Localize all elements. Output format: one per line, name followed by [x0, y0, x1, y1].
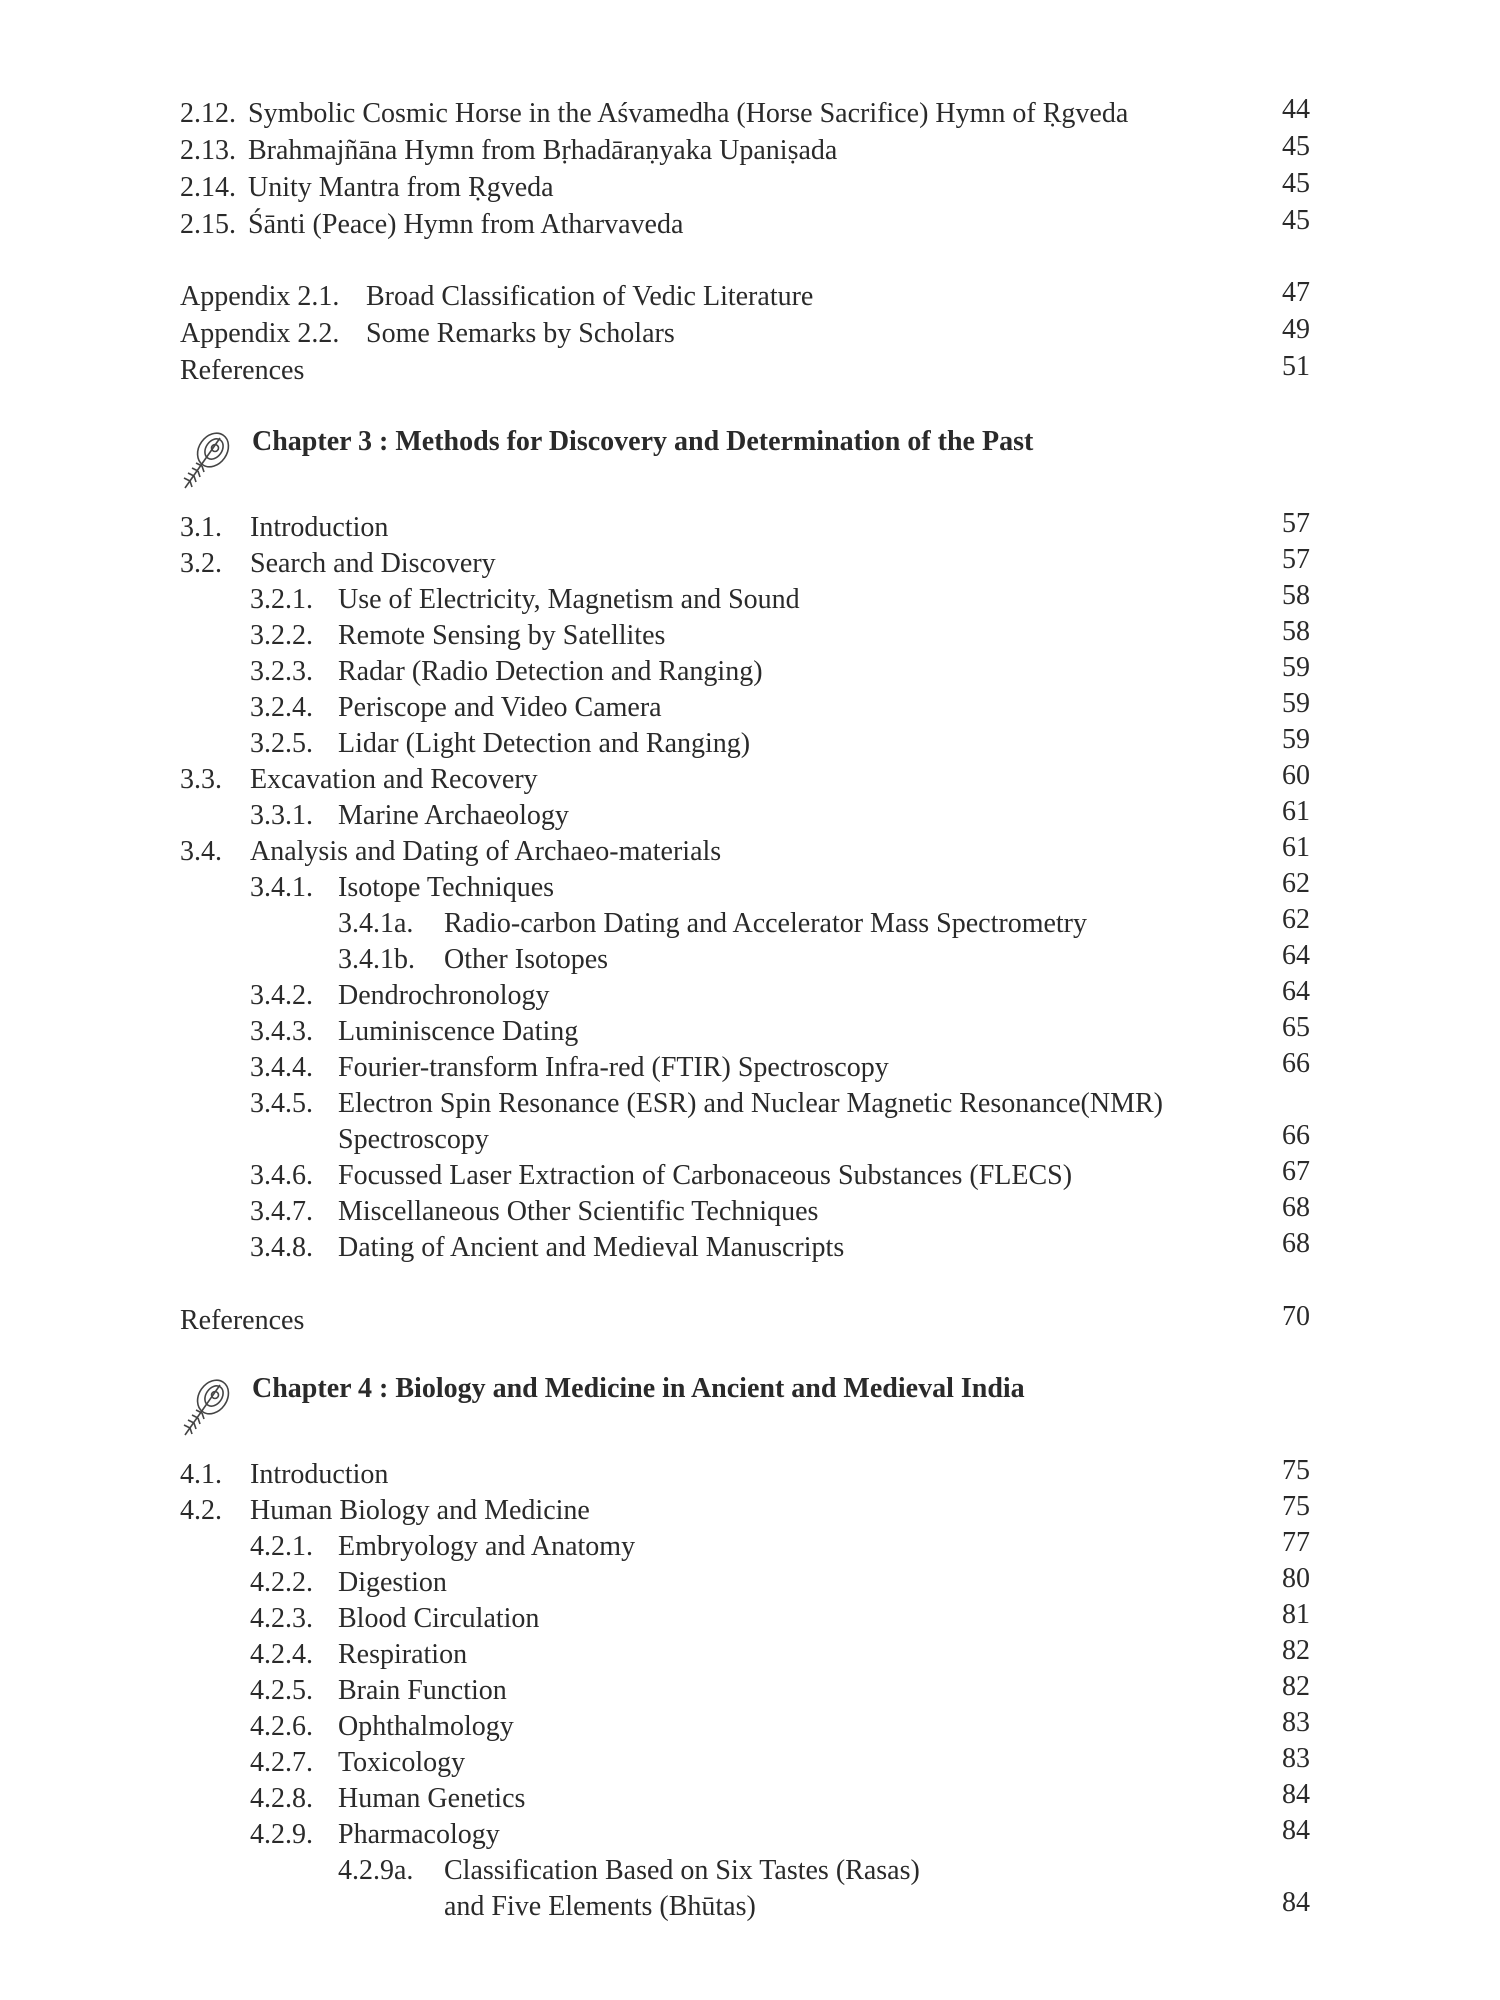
entry-title: Lidar (Light Detection and Ranging) — [338, 728, 751, 759]
entry-title: Human Genetics — [338, 1783, 526, 1814]
toc-entry — [180, 96, 1310, 132]
feather-icon — [180, 1375, 236, 1439]
entry-number: 4.2.3. — [250, 1603, 313, 1634]
entry-page: 60 — [1282, 760, 1310, 791]
entry-title: Radio-carbon Dating and Accelerator Mass Spectrometry — [444, 908, 1088, 939]
entry-number: 3.4.6. — [250, 1160, 313, 1191]
entry-number: 3.2.2. — [250, 620, 313, 651]
entry-page: 70 — [1282, 1301, 1310, 1332]
entry-page: 75 — [1282, 1455, 1310, 1486]
toc-entry — [180, 1086, 1310, 1122]
entry-number: 4.1. — [180, 1459, 222, 1490]
toc-entry — [180, 1781, 1310, 1817]
entry-page: 75 — [1282, 1491, 1310, 1522]
entry-title: Introduction — [250, 512, 389, 543]
entry-number: 3.4.2. — [250, 980, 313, 1011]
entry-title: Respiration — [338, 1639, 468, 1670]
entry-title: Brahmajñāna Hymn from Bṛhadāraṇyaka Upaniṣada — [248, 135, 838, 166]
toc-entry — [180, 546, 1310, 582]
entry-title: Radar (Radio Detection and Ranging) — [338, 656, 763, 687]
entry-number: 2.12. — [180, 98, 236, 129]
entry-page: 64 — [1282, 976, 1310, 1007]
entry-title: Other Isotopes — [444, 944, 609, 975]
entry-number: 3.4.5. — [250, 1088, 313, 1119]
entry-page: 51 — [1282, 351, 1310, 382]
toc-entry — [180, 1529, 1310, 1565]
toc-entry — [180, 1158, 1310, 1194]
entry-number: 2.13. — [180, 135, 236, 166]
entry-number: 3.4.1. — [250, 872, 313, 903]
toc-entry — [180, 1673, 1310, 1709]
toc-entry — [180, 726, 1310, 762]
toc-entry — [180, 1050, 1310, 1086]
toc-entry — [180, 1637, 1310, 1673]
toc-entry — [180, 1853, 1310, 1889]
entry-number: 3.4.7. — [250, 1196, 313, 1227]
entry-number: 3.3.1. — [250, 800, 313, 831]
entry-page: 66 — [1282, 1120, 1310, 1151]
entry-number: 4.2.9. — [250, 1819, 313, 1850]
entry-title: Analysis and Dating of Archaeo-materials — [250, 836, 722, 867]
entry-page: 47 — [1282, 277, 1310, 308]
entry-title: Electron Spin Resonance (ESR) and Nuclear Magnetic Resonance(NMR) — [338, 1088, 1163, 1119]
toc-entry — [180, 834, 1310, 870]
entry-title: Dating of Ancient and Medieval Manuscripts — [338, 1232, 845, 1263]
entry-title: Digestion — [338, 1567, 447, 1598]
entry-page: 57 — [1282, 508, 1310, 539]
toc-entry — [180, 762, 1310, 798]
entry-title: Symbolic Cosmic Horse in the Aśvamedha (Horse Sacrifice) Hymn of Ṛgveda — [248, 98, 1129, 129]
toc-entry — [180, 1709, 1310, 1745]
entry-page: 84 — [1282, 1779, 1310, 1810]
entry-page: 82 — [1282, 1671, 1310, 1702]
entry-number: 3.3. — [180, 764, 222, 795]
toc-entry — [180, 618, 1310, 654]
entry-number: 4.2. — [180, 1495, 222, 1526]
toc-entry — [180, 906, 1310, 942]
entry-title: Focussed Laser Extraction of Carbonaceous Substances (FLECS) — [338, 1160, 1073, 1191]
entry-number: 3.1. — [180, 512, 222, 543]
toc-entry — [180, 654, 1310, 690]
entry-title: Isotope Techniques — [338, 872, 555, 903]
toc-entry — [180, 1493, 1310, 1529]
toc-entry — [180, 798, 1310, 834]
toc-entry — [180, 690, 1310, 726]
entry-number: 4.2.1. — [250, 1531, 313, 1562]
entry-title: Brain Function — [338, 1675, 507, 1706]
toc-entry — [180, 1014, 1310, 1050]
toc-entry-continuation — [180, 1889, 1310, 1925]
references-entry — [180, 353, 1310, 389]
entry-number: 4.2.2. — [250, 1567, 313, 1598]
entry-page: 66 — [1282, 1048, 1310, 1079]
entry-number: 3.4.8. — [250, 1232, 313, 1263]
entry-page: 49 — [1282, 314, 1310, 345]
entry-number: 3.2.5. — [250, 728, 313, 759]
appendix-entry — [180, 316, 1310, 352]
entry-title-line2: Spectroscopy — [338, 1124, 489, 1155]
entry-title: Pharmacology — [338, 1819, 500, 1850]
chapter-3-heading — [180, 428, 1310, 498]
entry-title: Some Remarks by Scholars — [366, 318, 675, 349]
toc-entry — [180, 170, 1310, 206]
entry-title: Luminiscence Dating — [338, 1016, 579, 1047]
chapter-title: Chapter 3 : Methods for Discovery and Determination of the Past — [252, 426, 1034, 457]
entry-number: Appendix 2.2. — [180, 318, 340, 349]
entry-number: 2.15. — [180, 209, 236, 240]
toc-entry — [180, 1457, 1310, 1493]
entry-title: Search and Discovery — [250, 548, 496, 579]
entry-title: Excavation and Recovery — [250, 764, 538, 795]
entry-number: 3.4.1a. — [338, 908, 414, 939]
entry-title: Marine Archaeology — [338, 800, 569, 831]
entry-page: 45 — [1282, 205, 1310, 236]
toc-entry — [180, 207, 1310, 243]
entry-number: 4.2.9a. — [338, 1855, 414, 1886]
entry-page: 83 — [1282, 1743, 1310, 1774]
entry-page: 68 — [1282, 1228, 1310, 1259]
entry-title: Classification Based on Six Tastes (Rasas) — [444, 1855, 920, 1886]
entry-page: 81 — [1282, 1599, 1310, 1630]
entry-number: 4.2.7. — [250, 1747, 313, 1778]
entry-number: 3.4.4. — [250, 1052, 313, 1083]
entry-title: Blood Circulation — [338, 1603, 540, 1634]
entry-page: 58 — [1282, 580, 1310, 611]
toc-entry — [180, 1230, 1310, 1266]
toc-entry — [180, 510, 1310, 546]
entry-page: 67 — [1282, 1156, 1310, 1187]
entry-page: 62 — [1282, 904, 1310, 935]
entry-number: 3.4.1b. — [338, 944, 415, 975]
entry-title: References — [180, 1305, 305, 1336]
entry-page: 58 — [1282, 616, 1310, 647]
entry-number: 4.2.6. — [250, 1711, 313, 1742]
entry-page: 45 — [1282, 131, 1310, 162]
entry-number: 2.14. — [180, 172, 236, 203]
toc-entry — [180, 1601, 1310, 1637]
entry-page: 45 — [1282, 168, 1310, 199]
appendix-entry — [180, 279, 1310, 315]
entry-page: 59 — [1282, 652, 1310, 683]
entry-title: References — [180, 355, 305, 386]
entry-title: Ophthalmology — [338, 1711, 514, 1742]
entry-page: 44 — [1282, 94, 1310, 125]
entry-number: 3.2.4. — [250, 692, 313, 723]
toc-entry — [180, 1565, 1310, 1601]
entry-title: Use of Electricity, Magnetism and Sound — [338, 584, 800, 615]
entry-page: 77 — [1282, 1527, 1310, 1558]
entry-title: Human Biology and Medicine — [250, 1495, 590, 1526]
entry-page: 64 — [1282, 940, 1310, 971]
entry-page: 68 — [1282, 1192, 1310, 1223]
entry-number: 4.2.5. — [250, 1675, 313, 1706]
entry-page: 82 — [1282, 1635, 1310, 1666]
entry-page: 61 — [1282, 832, 1310, 863]
entry-page: 62 — [1282, 868, 1310, 899]
feather-icon — [180, 428, 236, 492]
entry-title: Śānti (Peace) Hymn from Atharvaveda — [248, 209, 684, 240]
toc-entry — [180, 582, 1310, 618]
toc-entry — [180, 1745, 1310, 1781]
entry-number: 3.2. — [180, 548, 222, 579]
references-entry — [180, 1303, 1310, 1339]
toc-entry — [180, 1194, 1310, 1230]
entry-number: 3.2.3. — [250, 656, 313, 687]
entry-page: 61 — [1282, 796, 1310, 827]
chapter-title: Chapter 4 : Biology and Medicine in Ancient and Medieval India — [252, 1373, 1025, 1404]
entry-title: Dendrochronology — [338, 980, 550, 1011]
chapter-4-heading — [180, 1375, 1310, 1445]
entry-page: 57 — [1282, 544, 1310, 575]
entry-page: 84 — [1282, 1887, 1310, 1918]
entry-number: 3.4.3. — [250, 1016, 313, 1047]
entry-title: Remote Sensing by Satellites — [338, 620, 666, 651]
entry-title: Fourier-transform Infra-red (FTIR) Spectroscopy — [338, 1052, 889, 1083]
entry-number: 4.2.4. — [250, 1639, 313, 1670]
entry-title: Embryology and Anatomy — [338, 1531, 636, 1562]
entry-page: 84 — [1282, 1815, 1310, 1846]
entry-page: 80 — [1282, 1563, 1310, 1594]
entry-title: Periscope and Video Camera — [338, 692, 662, 723]
entry-number: 3.4. — [180, 836, 222, 867]
entry-page: 83 — [1282, 1707, 1310, 1738]
toc-entry-continuation — [180, 1122, 1310, 1158]
entry-page: 59 — [1282, 724, 1310, 755]
entry-number: 4.2.8. — [250, 1783, 313, 1814]
entry-title: Broad Classification of Vedic Literature — [366, 281, 814, 312]
toc-entry — [180, 978, 1310, 1014]
entry-title: Introduction — [250, 1459, 389, 1490]
entry-title-line2: and Five Elements (Bhūtas) — [444, 1891, 756, 1922]
entry-page: 65 — [1282, 1012, 1310, 1043]
toc-entry — [180, 942, 1310, 978]
toc-entry — [180, 870, 1310, 906]
entry-title: Unity Mantra from Ṛgveda — [248, 172, 554, 203]
entry-page: 59 — [1282, 688, 1310, 719]
entry-title: Miscellaneous Other Scientific Techniques — [338, 1196, 819, 1227]
toc-entry — [180, 1817, 1310, 1853]
entry-number: 3.2.1. — [250, 584, 313, 615]
entry-number: Appendix 2.1. — [180, 281, 340, 312]
entry-title: Toxicology — [338, 1747, 466, 1778]
toc-entry — [180, 133, 1310, 169]
